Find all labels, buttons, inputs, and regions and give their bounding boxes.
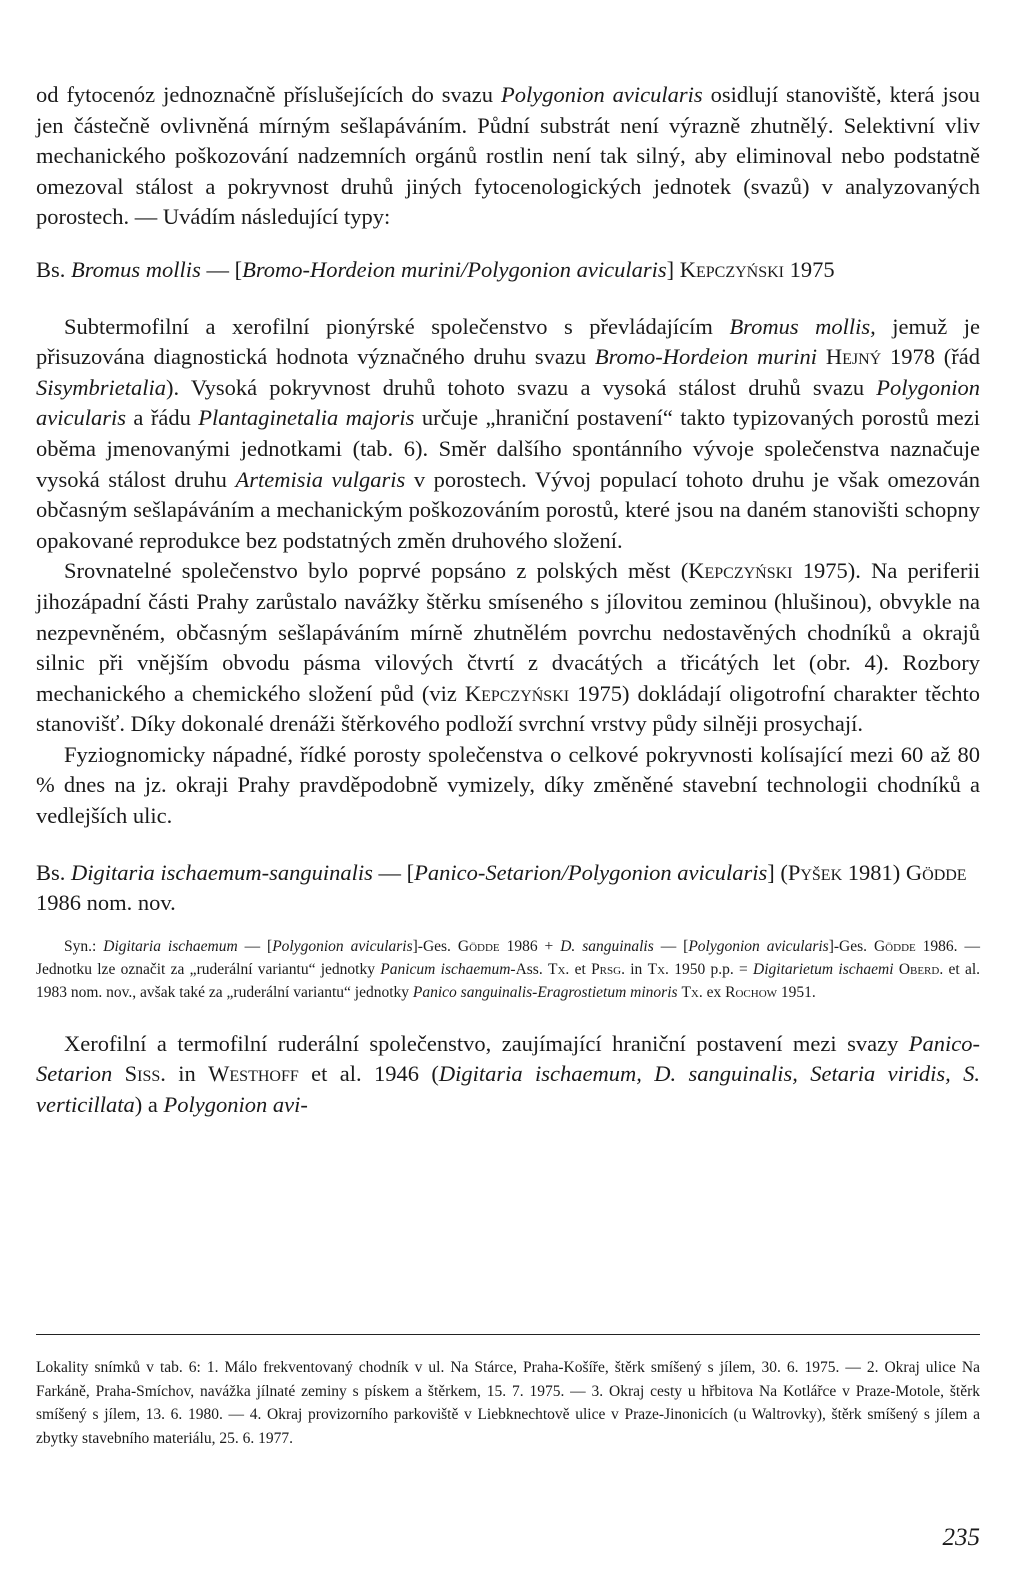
footnote-divider [36,1334,980,1335]
bromus-physiognomy-paragraph: Fyziognomicky nápadné, řídké porosty společenstva o celkové pokryvnosti kolísající mezi 60 až 80 % dnes na jz. okraji Prahy pravděpodobně vymizely, díky změněné stavební technologii chodníků a vedlejších ulic. [36,741,980,829]
intro-paragraph: od fytocenóz jednoznačně příslušejících do svazu Polygonion avicularis osidlují stanoviště, která jsou jen částečně ovlivněná mírným sešlapáváním. Půdní substrát není výrazně zhutnělý. Selektivní vliv mechanického poškozování nadzemních orgánů rostlin není tak silný, aby eliminoval nebo podstatně omezoval stálost a pokryvnost druhů jiných fytocenologických jednotek (svazů) v analyzovaných porostech. — Uvádím následující typy: [36,82,980,230]
footnote-localities: Lokality snímků v tab. 6: 1. Málo frekventovaný chodník v ul. Na Stárce, Praha-Košíře, štěrk smíšený s jílem, 30. 6. 1975. — 2. Okraj ulice Na Farkáně, Praha-Smíchov, navážka jílnaté zeminy s pískem a štěrkem, 15. 7. 1975. — 3. Okraj cesty u hřbitova Na Kotlářce v Praze-Motole, štěrk smíšený s jílem, 13. 6. 1980. — 4. Okraj provizorního parkoviště v Liebknechtově ulice v Praze-Jinonicích (u Waltrovky), štěrk smíšený s jílem a zbytky stavebního materiálu, 25. 6. 1977. [36,1359,980,1447]
section-heading-bromus: Bs. Bromus mollis — [Bromo-Hordeion murini/Polygonion avicularis] Kepczyński 1975 [36,256,835,282]
bromus-description-paragraph: Subtermofilní a xerofilní pionýrské společenstvo s převládajícím Bromus mollis, jemuž je přisuzována diagnostická hodnota význačného druhu svazu Bromo-Hordeion murini Hejný 1978 (řád Sisymbrietalia). Vysoká pokryvnost druhů tohoto svazu a vysoká stálost druhů svazu Polygonion avicularis a řádu Plantaginetalia majoris určuje „hraniční postavení“ takto typizovaných porostů mezi oběma jmenovanými jednotkami (tab. 6). Směr dalšího spontánního vývoje společenstva naznačuje vysoká stálost druhu Artemisia vulgaris v porostech. Vývoj populací tohoto druhu je však omezován občasným sešlapáváním a mechanickým poškozováním porostů, které jsou na daném stanovišti schopny opakované reprodukce bez podstatných změn druhového složení. [36,313,981,553]
page-number: 235 [942,1524,980,1551]
footnote-block [36,1356,980,1450]
synonym-note: Syn.: Digitaria ischaemum — [Polygonion avicularis]-Ges. Gödde 1986 + D. sanguinalis — [Polygonion avicularis]-Ges. Gödde 1986. — Jednotku lze označit za „ruderální variantu“ jednotky Panicum ischaemum-Ass. Tx. et Prsg. in Tx. 1950 p.p. = Digitarietum ischaemi Oberd. et al. 1983 nom. nov., avšak také za „ruderální variantu“ jednotky Panico sanguinalis-Eragrostietum minoris Tx. ex Rochow 1951. [36,937,981,1002]
bromus-distribution-paragraph: Srovnatelné společenstvo bylo poprvé popsáno z polských měst (Kepczyński 1975). Na periferii jihozápadní části Prahy zarůstalo navážky štěrku smíseného s jílovitou zeminou (hlušinou), obvykle na nezpevněném, občasným sešlapáváním mírně zhutnělém povrchu nedostavěných chodníků a okrajů silnic při vnějším obvodu pásma vilových čtvrtí z dvacátých a třicátých let (obr. 4). Rozbory mechanického a chemického složení půd (viz Kepczyński 1975) dokládají oligotrofní charakter těchto stanovišť. Díky dokonalé drenáži štěrkového podloží svrchní vrstvy půdy silněji prosychají. [36,558,980,737]
section-heading-digitaria: Bs. Digitaria ischaemum-sanguinalis — [Panico-Setarion/Polygonion avicularis] (Pyšek 1981) Gödde 1986 nom. nov. [36,859,967,916]
digitaria-description-paragraph: Xerofilní a termofilní ruderální společenstvo, zaujímající hraniční postavení mezi svazy Panico-Setarion Siss. in Westhoff et al. 1946 (Digitaria ischaemum, D. sanguinalis, Setaria viridis, S. verticillata) a Polygonion avi- [36,1030,981,1117]
page-body [36,80,980,1121]
